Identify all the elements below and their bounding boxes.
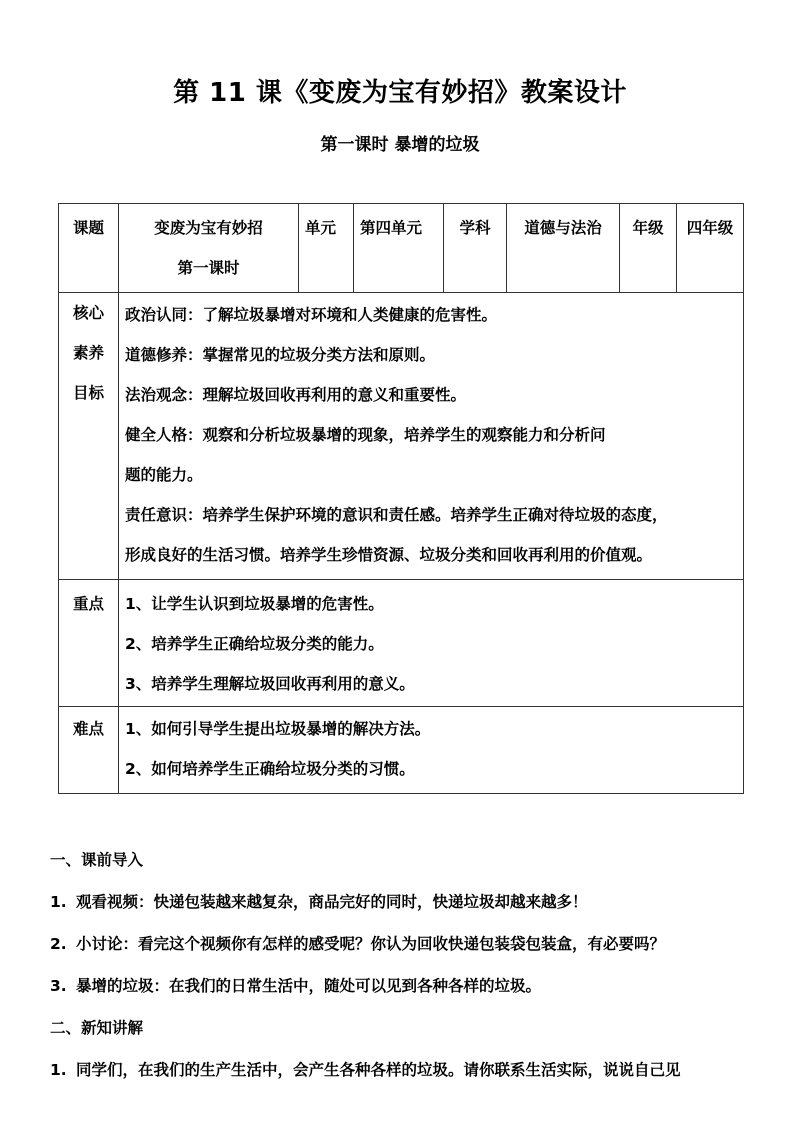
item-text: 小讨论：看完这个视频你有怎样的感受呢？你认为回收快递包装袋包装盒，有必要吗？ [76, 935, 666, 953]
intro-item [50, 890, 588, 912]
intro-item [50, 932, 665, 954]
item-text: 观看视频：快递包装越来越复杂，商品完好的同时，快递垃圾却越来越多！ [76, 893, 588, 911]
core-goals-label-line: 素养 [72, 344, 104, 362]
item-number: 1. [50, 1061, 67, 1079]
goal-line: 法治观念：理解垃圾回收再利用的意义和重要性。 [125, 386, 467, 404]
topic-value-line1: 变废为宝有妙招 [154, 219, 263, 237]
key-point-line: 3、培养学生理解垃圾回收再利用的意义。 [125, 675, 415, 693]
difficulty-line: 2、如何培养学生正确给垃圾分类的习惯。 [125, 760, 415, 778]
core-goals-content [119, 293, 744, 580]
goal-line: 题的能力。 [125, 466, 203, 484]
page-subtitle: 第一课时 暴增的垃圾 [320, 135, 480, 155]
lesson-plan-table [58, 203, 744, 794]
intro-item [50, 974, 541, 996]
goal-line: 责任意识：培养学生保护环境的意识和责任感。培养学生正确对待垃圾的态度， [125, 506, 668, 524]
grade-label: 年级 [620, 204, 677, 293]
core-goals-label-line: 核心 [72, 304, 104, 322]
core-goals-row [59, 293, 744, 580]
goal-line: 形成良好的生活习惯。培养学生珍惜资源、垃圾分类和回收再利用的价值观。 [125, 546, 653, 564]
item-number: 3. [50, 977, 67, 995]
item-number: 2. [50, 935, 67, 953]
difficulty-line: 1、如何引导学生提出垃圾暴增的解决方法。 [125, 720, 431, 738]
core-goals-label [59, 293, 119, 580]
goal-line: 政治认同：了解垃圾暴增对环境和人类健康的危害性。 [125, 306, 498, 324]
topic-label: 课题 [59, 204, 119, 293]
subject-label: 学科 [444, 204, 507, 293]
difficulties-content [119, 707, 744, 794]
key-point-line: 2、培养学生正确给垃圾分类的能力。 [125, 635, 384, 653]
goal-line: 道德修养：掌握常见的垃圾分类方法和原则。 [125, 346, 436, 364]
goal-line: 健全人格：观察和分析垃圾暴增的现象，培养学生的观察能力和分析问 [125, 426, 606, 444]
header-row [59, 204, 744, 293]
topic-value-line2: 第一课时 [177, 259, 240, 277]
item-text: 暴增的垃圾：在我们的日常生活中，随处可以见到各种各样的垃圾。 [76, 977, 542, 995]
core-goals-label-line: 目标 [72, 384, 104, 402]
subject-value: 道德与法治 [507, 204, 620, 293]
key-points-label: 重点 [59, 580, 119, 707]
difficulties-row [59, 707, 744, 794]
section-heading-intro: 一、课前导入 [50, 851, 144, 869]
grade-value: 四年级 [677, 204, 744, 293]
section-heading-new-knowledge: 二、新知讲解 [50, 1019, 144, 1037]
item-number: 1. [50, 893, 67, 911]
item-text: 同学们，在我们的生产生活中，会产生各种各样的垃圾。请你联系生活实际，说说自己见 [76, 1061, 681, 1079]
unit-value: 第四单元 [354, 204, 444, 293]
key-points-content [119, 580, 744, 707]
key-points-row [59, 580, 744, 707]
page-title: 第 11 课《变废为宝有妙招》教案设计 [173, 78, 627, 108]
unit-label: 单元 [299, 204, 354, 293]
key-point-line: 1、让学生认识到垃圾暴增的危害性。 [125, 595, 384, 613]
topic-value [119, 204, 299, 293]
new-knowledge-item [50, 1058, 681, 1080]
difficulties-label: 难点 [59, 707, 119, 794]
